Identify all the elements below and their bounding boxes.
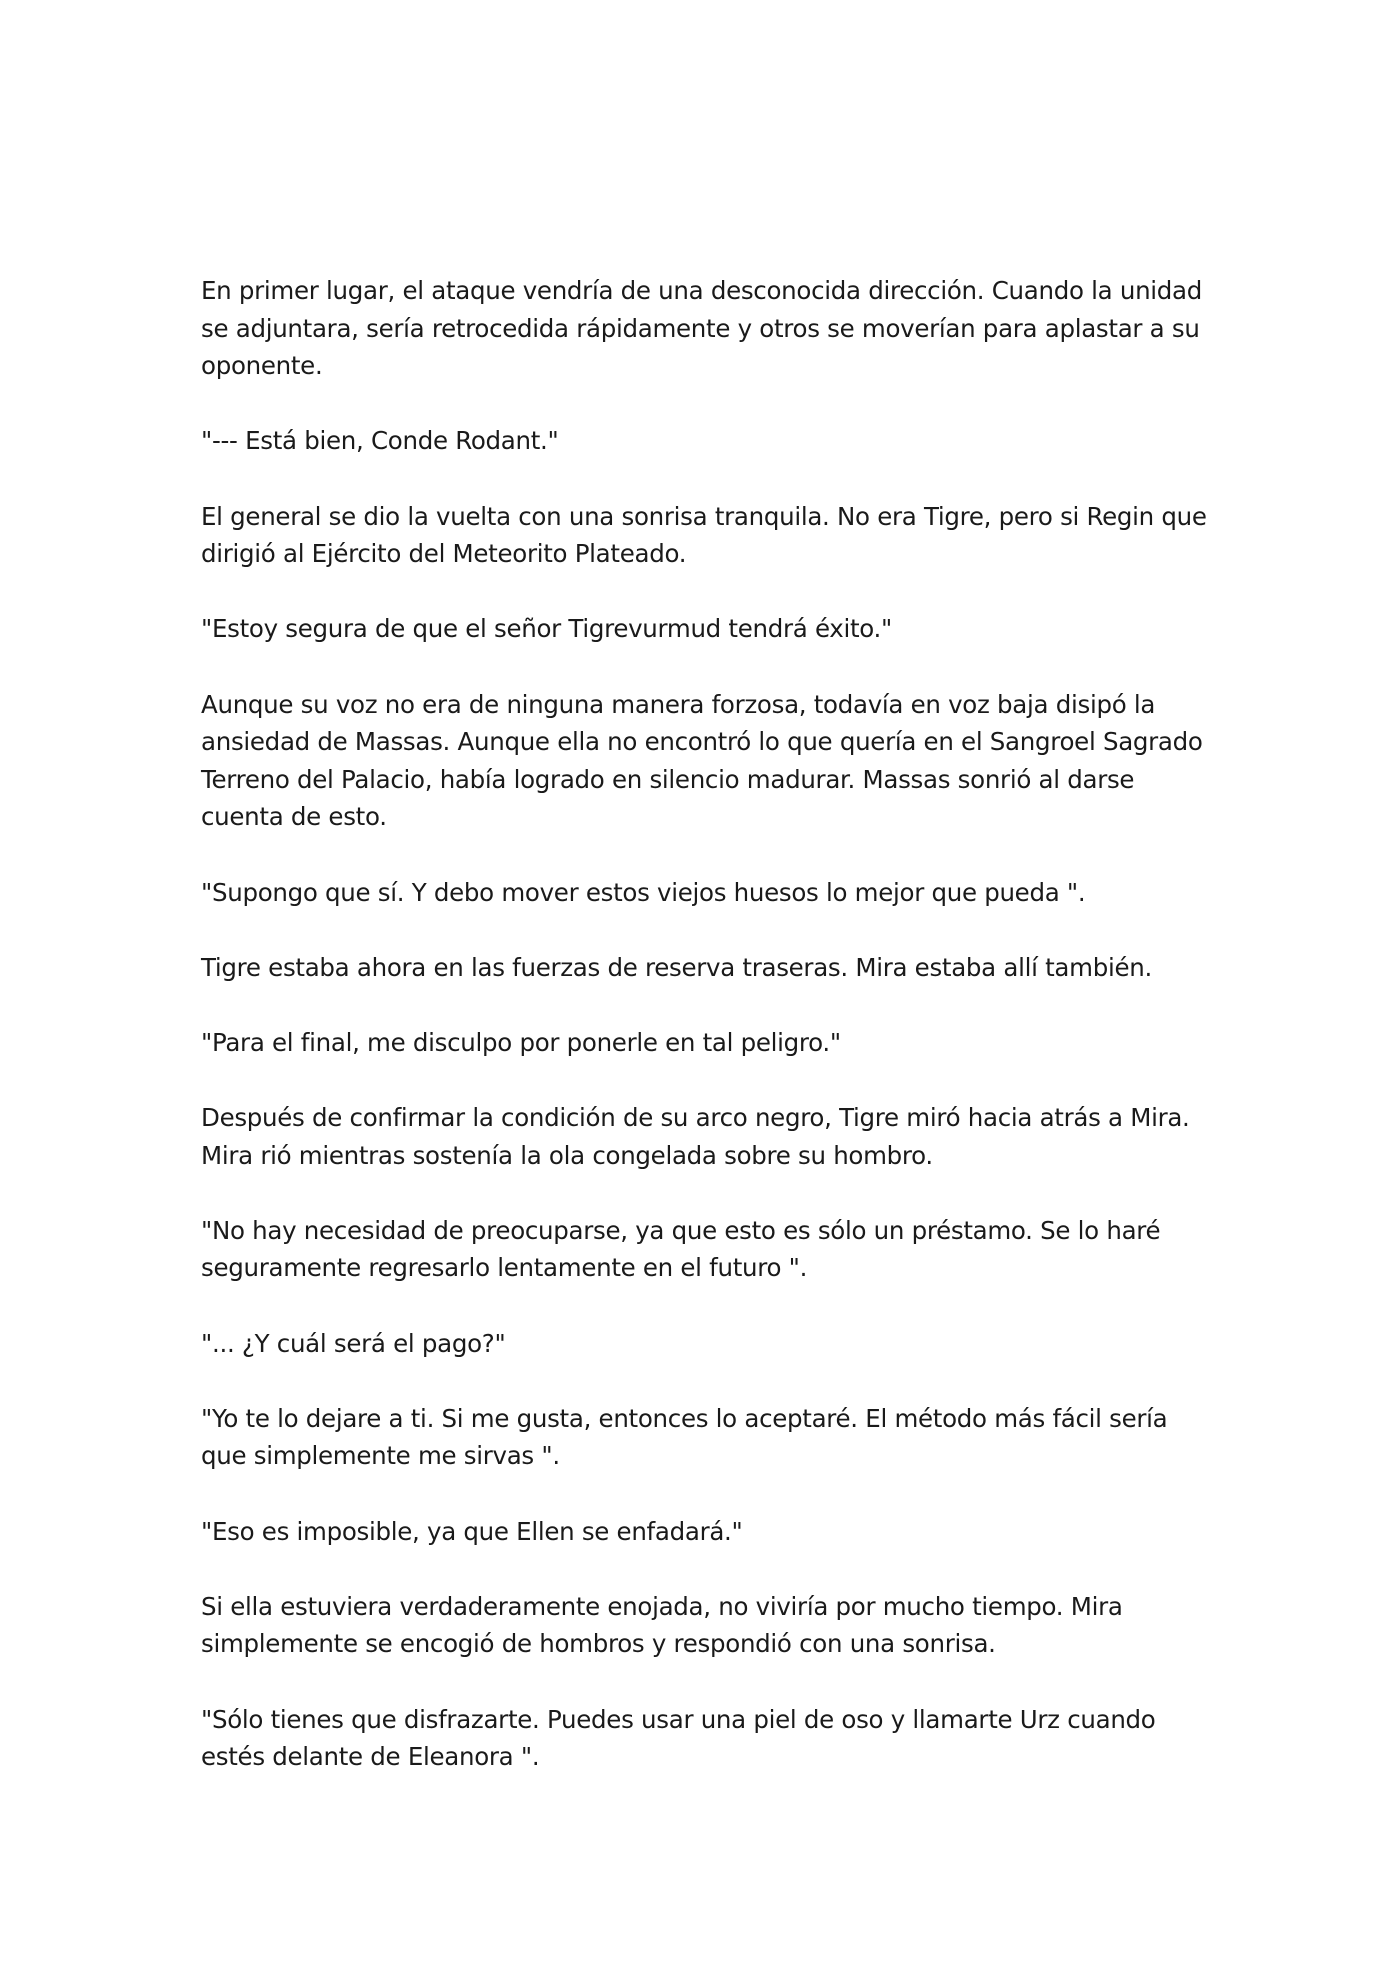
paragraph: "... ¿Y cuál será el pago?" (201, 1328, 506, 1358)
paragraph: "Sólo tienes que disfrazarte. Puedes usar una piel de oso y llamarte Urz cuando estés delante de Eleanora ". (201, 1704, 1156, 1772)
paragraph: Tigre estaba ahora en las fuerzas de reserva traseras. Mira estaba allí también. (201, 952, 1152, 982)
paragraph: Después de confirmar la condición de su arco negro, Tigre miró hacia atrás a Mira. Mira rió mientras sostenía la ola congelada sobre su hombro. (201, 1103, 1190, 1170)
paragraph: "Estoy segura de que el señor Tigrevurmud tendrá éxito." (201, 614, 893, 644)
paragraph: "No hay necesidad de preocuparse, ya que esto es sólo un préstamo. Se lo haré seguramente regresarlo lentamente en el futuro ". (201, 1215, 1161, 1283)
paragraph: "Supongo que sí. Y debo mover estos viejos huesos lo mejor que pueda ". (201, 877, 1086, 907)
paragraph: "--- Está bien, Conde Rodant." (201, 426, 559, 456)
paragraph: El general se dio la vuelta con una sonrisa tranquila. No era Tigre, pero si Regin que dirigió al Ejército del Meteorito Plateado. (201, 501, 1207, 569)
paragraph: Si ella estuviera verdaderamente enojada, no viviría por mucho tiempo. Mira simplemente se encogió de hombros y respondió con una sonrisa. (201, 1591, 1123, 1659)
body-text (201, 272, 1211, 1813)
paragraph: Aunque su voz no era de ninguna manera forzosa, todavía en voz baja disipó la ansiedad de Massas. Aunque ella no encontró lo que quería en el Sangroel Sagrado Terreno del Palacio, había logrado en silencio madurar. Massas sonrió al darse cuenta de esto. (201, 689, 1203, 832)
paragraph: "Yo te lo dejare a ti. Si me gusta, entonces lo aceptaré. El método más fácil sería que simplemente me sirvas ". (201, 1403, 1168, 1471)
paragraph: En primer lugar, el ataque vendría de una desconocida dirección. Cuando la unidad se adjuntara, sería retrocedida rápidamente y otros se moverían para aplastar a su oponente. (201, 276, 1203, 381)
paragraph: "Para el final, me disculpo por ponerle en tal peligro." (201, 1027, 841, 1057)
paragraph: "Eso es imposible, ya que Ellen se enfadará." (201, 1516, 743, 1546)
